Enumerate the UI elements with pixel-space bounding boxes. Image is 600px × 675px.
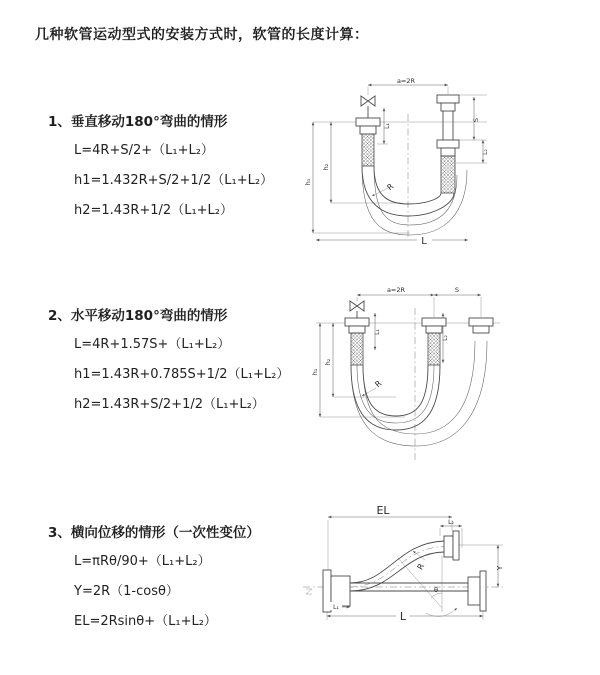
d3-dim-l2-label: L₂ — [448, 519, 454, 526]
section-2-heading: 2、水平移动180°弯曲的情形 — [48, 308, 228, 324]
braided-hose-section — [362, 134, 374, 166]
flange — [323, 570, 331, 612]
section-2-formula-h2: h2=1.43R+S/2+1/2（L₁+L₂） — [74, 397, 265, 412]
flange-phantom — [469, 318, 493, 326]
d3-dim-el-label: EL — [376, 505, 390, 517]
d2-dimension-lines — [316, 295, 500, 417]
d2-dim-s-label: S — [454, 286, 460, 294]
d2-dim-h1-label: h₁ — [311, 368, 319, 376]
d1-dimension-lines — [313, 85, 487, 240]
flange-displaced — [453, 531, 459, 560]
diagram-horizontal-bend — [310, 286, 506, 470]
flange-hub-phantom — [473, 326, 489, 333]
flange — [480, 571, 486, 611]
valve-icon — [350, 301, 364, 318]
d1-dim-l1-label: L₁ — [384, 123, 391, 129]
diagram-lateral-displacement — [300, 505, 515, 645]
valve-icon — [361, 96, 375, 118]
d2-dim-a-label: a=2R — [386, 286, 406, 294]
page-title: 几种软管运动型式的安装方式时，软管的长度计算： — [35, 27, 369, 43]
section-3-formula-EL: EL=2Rsinθ+（L₁+L₂） — [74, 614, 217, 629]
flange-hub — [360, 126, 376, 134]
flange — [356, 118, 380, 126]
section-3-formula-L: L=πRθ/90+（L₁+L₂） — [74, 554, 211, 569]
d2-hose-and-fittings — [345, 301, 493, 462]
centerline-mark — [306, 589, 312, 594]
flange — [422, 318, 446, 326]
d2-dim-h2-label: h₂ — [324, 358, 332, 366]
d3-dim-theta-label: θ — [434, 586, 438, 594]
d2-dim-r-label: R — [373, 378, 384, 390]
d3-dim-r-label: R — [415, 562, 427, 572]
d3-dim-l-label: L — [399, 610, 407, 623]
diagram-vertical-bend — [300, 74, 495, 252]
section-3-formula-Y: Y=2R（1-cosθ） — [74, 584, 179, 599]
flange-hub — [331, 576, 350, 606]
d1-dim-l-label: L — [421, 236, 427, 247]
d2-dim-l2-label: L₂ — [442, 335, 449, 341]
flange — [437, 140, 459, 148]
flange — [345, 318, 369, 326]
flange-hub — [426, 326, 442, 333]
d1-hose-and-fittings — [356, 95, 467, 240]
flange-hub — [441, 148, 455, 156]
flange-hub — [349, 326, 365, 333]
braided-hose-section — [351, 333, 363, 365]
section-1-formula-h2: h2=1.43R+1/2（L₁+L₂） — [74, 203, 233, 218]
d1-dim-h1-label: h₁ — [304, 178, 312, 186]
d1-dim-h2-label: h₂ — [322, 163, 330, 171]
section-3-heading: 3、横向位移的情形（一次性变位） — [48, 525, 260, 541]
flange-hub — [441, 103, 455, 111]
section-2-formula-h1: h1=1.43R+0.785S+1/2（L₁+L₂） — [74, 367, 290, 382]
section-1-heading: 1、垂直移动180°弯曲的情形 — [48, 114, 228, 130]
d1-dim-a-label: a=2R — [396, 77, 416, 85]
d1-dim-s-label: S — [472, 117, 480, 123]
d1-dimension-labels — [304, 77, 489, 247]
braided-hose-section — [428, 333, 440, 365]
d2-dim-l1-label: L₁ — [374, 329, 381, 335]
flange-hub — [468, 577, 480, 605]
section-2-formula-L: L=4R+1.57S+（L₁+L₂） — [74, 337, 231, 352]
d1-dim-l2-label: L₂ — [482, 149, 489, 155]
flange-hub-displaced — [444, 536, 453, 557]
d3-hose-and-fittings — [303, 531, 503, 612]
d3-dim-y-label: Y — [496, 565, 504, 571]
section-1-formula-h1: h1=1.432R+S/2+1/2（L₁+L₂） — [74, 173, 274, 188]
braided-hose-section — [441, 156, 455, 193]
section-1-formula-L: L=4R+S/2+（L₁+L₂） — [74, 143, 214, 158]
flange — [437, 95, 459, 103]
d1-dim-r-label: R — [385, 181, 396, 193]
d3-dim-l1-label: L₁ — [333, 604, 339, 611]
